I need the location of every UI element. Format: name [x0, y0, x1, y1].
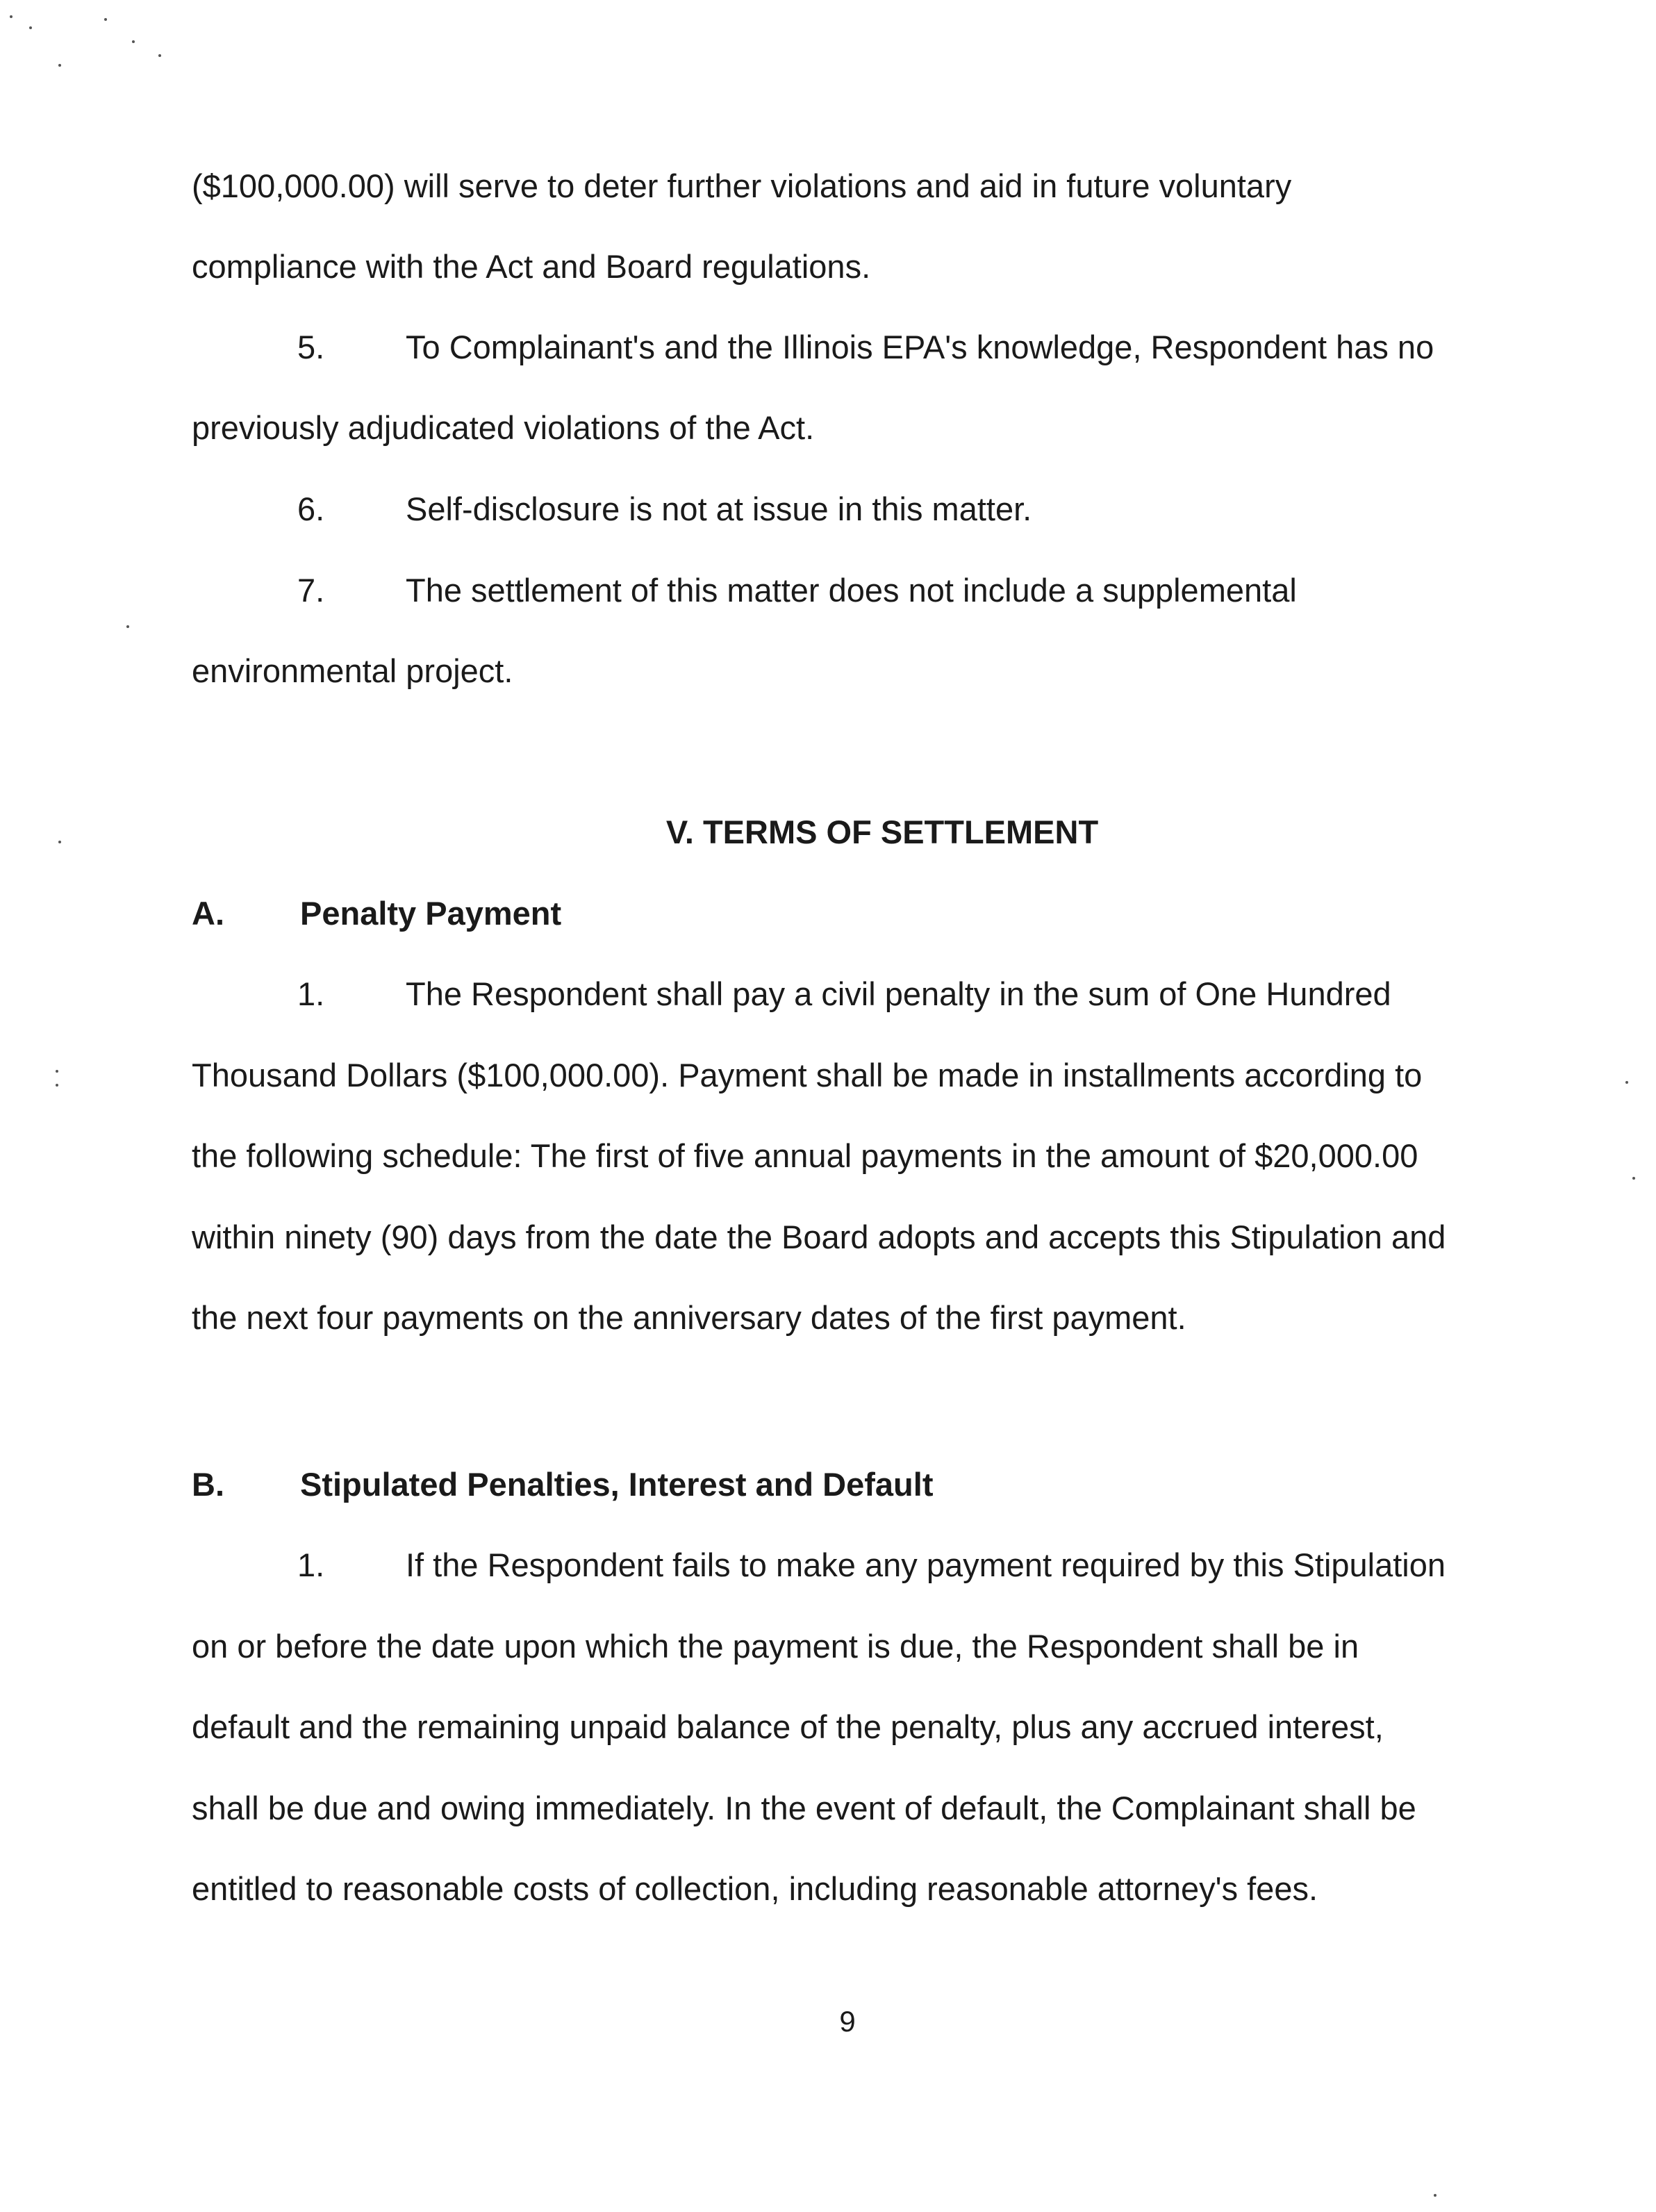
paragraph-number: 1. [297, 1546, 325, 1583]
page-number: 9 [839, 2005, 856, 2038]
scan-speck [1632, 1177, 1635, 1180]
item-text: To Complainant's and the Illinois EPA's knowledge, Respondent has no [406, 329, 1434, 365]
sub-heading-title: Penalty Payment [300, 895, 562, 932]
scan-speck [104, 18, 107, 21]
scan-speck [158, 54, 161, 57]
sub-heading-b [192, 1464, 933, 1505]
scan-speck [132, 40, 135, 43]
penalty-paragraph-first-line [297, 973, 1391, 1015]
penalty-paragraph-line-3: the following schedule: The first of five annual payments in the amount of $20,000.00 [192, 1137, 1418, 1174]
default-paragraph-line-2: on or before the date upon which the payment is due, the Respondent shall be in [192, 1628, 1359, 1665]
penalty-paragraph-line-5: the next four payments on the anniversary dates of the first payment. [192, 1299, 1186, 1336]
scan-speck [126, 625, 129, 628]
paragraph-number: 1. [297, 975, 325, 1012]
scan-speck [1434, 2194, 1436, 2197]
scan-speck [29, 26, 32, 29]
paragraph-text: If the Respondent fails to make any payment required by this Stipulation [406, 1546, 1446, 1583]
default-paragraph-line-5: entitled to reasonable costs of collection, including reasonable attorney's fees. [192, 1870, 1318, 1907]
scan-speck [58, 64, 61, 67]
default-paragraph-first-line [297, 1544, 1446, 1586]
list-item-6-first-line [297, 488, 1032, 530]
item-number: 5. [297, 329, 325, 365]
scan-speck [56, 1070, 58, 1073]
sub-heading-title: Stipulated Penalties, Interest and Default [300, 1466, 934, 1503]
penalty-paragraph-line-4: within ninety (90) days from the date the Board adopts and accepts this Stipulation and [192, 1219, 1446, 1255]
scan-speck [56, 1084, 58, 1087]
sub-heading-a [192, 893, 561, 934]
sub-heading-letter: A. [192, 895, 224, 932]
list-item-7-first-line [297, 570, 1297, 611]
section-title: V. TERMS OF SETTLEMENT [665, 814, 1099, 850]
list-item-7-continuation: environmental project. [192, 652, 513, 689]
paragraph-text: The Respondent shall pay a civil penalty in the sum of One Hundred [406, 975, 1391, 1012]
item-number: 6. [297, 490, 325, 527]
penalty-paragraph-line-2: Thousand Dollars ($100,000.00). Payment shall be made in installments according to [192, 1057, 1423, 1093]
default-paragraph-line-4: shall be due and owing immediately. In the event of default, the Complainant shall be [192, 1790, 1416, 1826]
continuation-line-1: ($100,000.00) will serve to deter further violations and aid in future voluntary [192, 167, 1292, 204]
default-paragraph-line-3: default and the remaining unpaid balance of the penalty, plus any accrued interest, [192, 1708, 1384, 1745]
scan-speck [1625, 1081, 1628, 1084]
item-text: The settlement of this matter does not include a supplemental [406, 572, 1297, 609]
item-number: 7. [297, 572, 325, 609]
list-item-5-continuation: previously adjudicated violations of the Act. [192, 409, 815, 446]
list-item-5-first-line [297, 327, 1434, 368]
sub-heading-letter: B. [192, 1466, 224, 1503]
continuation-line-2: compliance with the Act and Board regulations. [192, 248, 871, 285]
item-text: Self-disclosure is not at issue in this matter. [406, 490, 1032, 527]
scan-speck [10, 15, 13, 18]
